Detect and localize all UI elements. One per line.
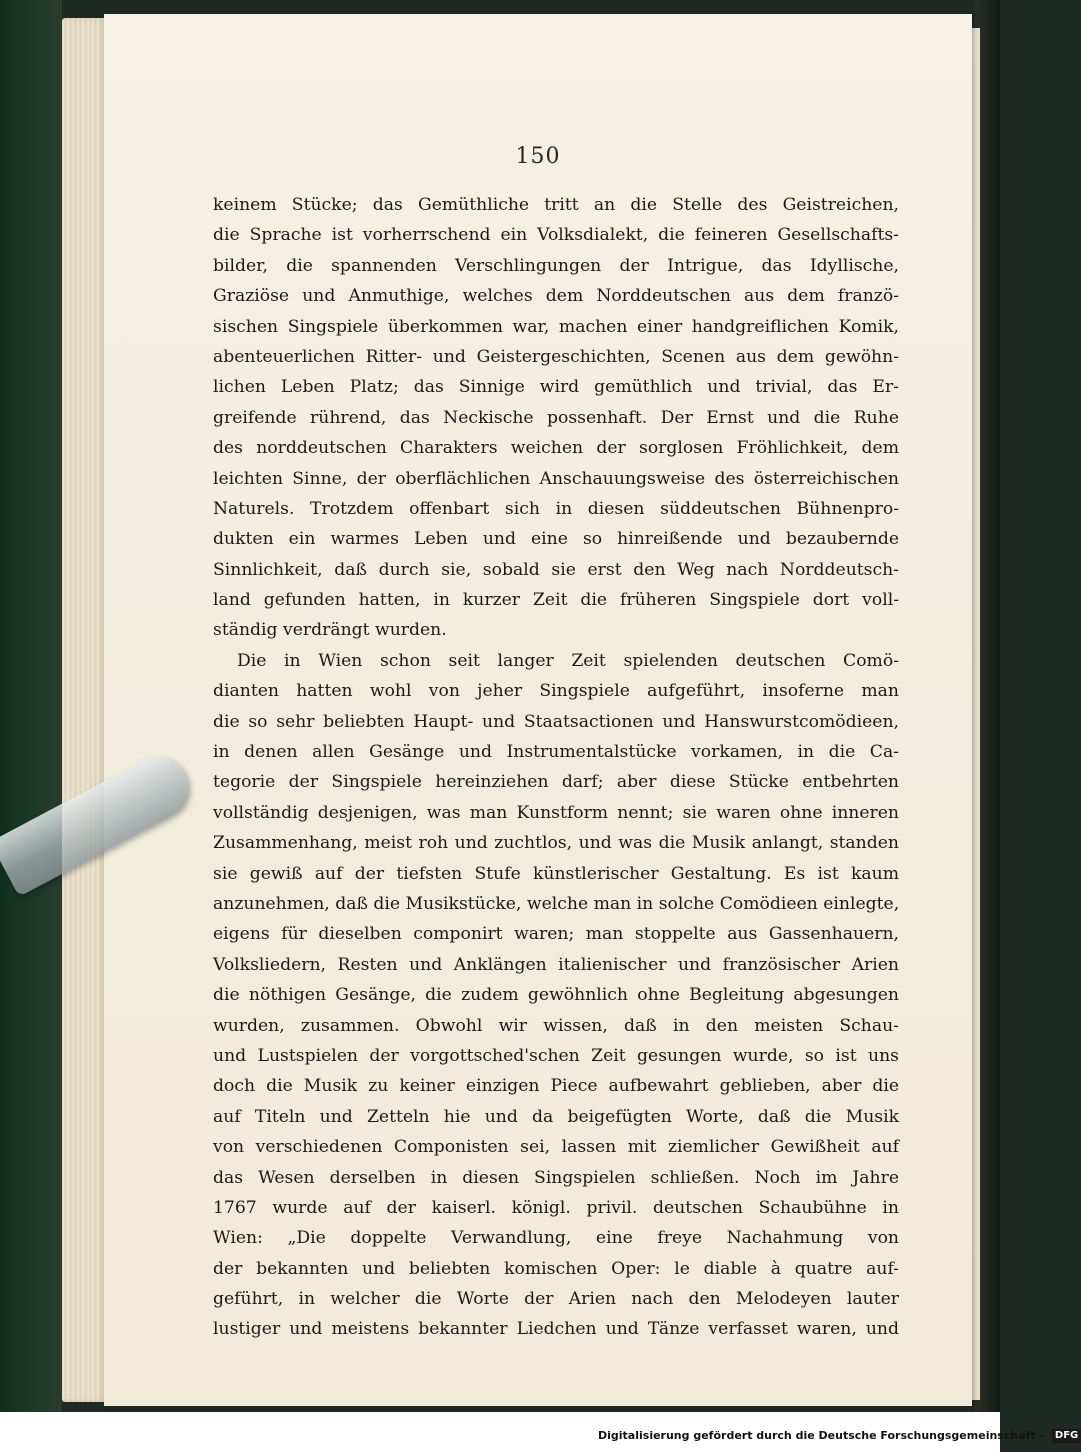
text-line: dianten hatten wohl von jeher Singspiele aufgeführt, insoferne man bbox=[213, 681, 899, 702]
text-line: abenteuerlichen Ritter- und Geistergeschichten, Scenen aus dem gewöhn- bbox=[213, 346, 899, 367]
text-line: Wien: „Die doppelte Verwandlung, eine freye Nachahmung von bbox=[213, 1228, 899, 1249]
book-page bbox=[104, 14, 972, 1406]
text-line: die so sehr beliebten Haupt- und Staatsactionen und Hanswurstcomödieen, bbox=[213, 711, 899, 732]
text-line: leichten Sinne, der oberflächlichen Anschauungsweise des österreichischen bbox=[213, 468, 899, 489]
text-line: des norddeutschen Charakters weichen der sorglosen Fröhlichkeit, dem bbox=[213, 438, 899, 459]
text-line: die nöthigen Gesänge, die zudem gewöhnlich ohne Begleitung abgesungen bbox=[213, 985, 899, 1006]
text-line: 1767 wurde auf der kaiserl. königl. privil. deutschen Schaubühne in bbox=[213, 1197, 899, 1218]
text-line: tegorie der Singspiele hereinziehen darf; aber diese Stücke entbehrten bbox=[213, 772, 899, 793]
text-line: ständig verdrängt wurden. bbox=[213, 620, 447, 641]
text-line: greifende rührend, das Neckische possenhaft. Der Ernst und die Ruhe bbox=[213, 407, 899, 428]
text-line: und Lustspielen der vorgottsched'schen Zeit gesungen wurde, so ist uns bbox=[213, 1045, 899, 1066]
credit-text: Digitalisierung gefördert durch die Deutsche Forschungsgemeinschaft - bbox=[598, 1429, 1045, 1442]
text-line: Naturels. Trotzdem offenbart sich in diesen süddeutschen Bühnenpro- bbox=[213, 498, 899, 519]
text-line: lustiger und meistens bekannter Liedchen und Tänze verfasset waren, und bbox=[213, 1319, 899, 1340]
text-line: dukten ein warmes Leben und eine so hinreißende und bezaubernde bbox=[213, 529, 899, 550]
page-number: 150 bbox=[515, 144, 561, 169]
text-line: lichen Leben Platz; das Sinnige wird gemüthlich und trivial, das Er- bbox=[213, 377, 899, 398]
text-line: Die in Wien schon seit langer Zeit spielenden deutschen Comö- bbox=[237, 650, 899, 671]
text-line: in denen allen Gesänge und Instrumentalstücke vorkamen, in die Ca- bbox=[213, 742, 899, 763]
text-line: doch die Musik zu keiner einzigen Piece aufbewahrt geblieben, aber die bbox=[213, 1076, 899, 1097]
digitization-credit bbox=[598, 1426, 1079, 1446]
scanner-background-left bbox=[0, 0, 62, 1452]
text-line: von verschiedenen Componisten sei, lassen mit ziemlicher Gewißheit auf bbox=[213, 1137, 899, 1158]
text-line: auf Titeln und Zetteln hie und da beigefügten Worte, daß die Musik bbox=[213, 1106, 899, 1127]
text-line: geführt, in welcher die Worte der Arien nach den Melodeyen lauter bbox=[213, 1289, 899, 1310]
text-line: bilder, die spannenden Verschlingungen der Intrigue, das Idyllische, bbox=[213, 255, 899, 276]
book-page-edges bbox=[62, 18, 106, 1402]
text-line: das Wesen derselben in diesen Singspielen schließen. Noch im Jahre bbox=[213, 1167, 899, 1188]
text-line: Zusammenhang, meist roh und zuchtlos, und was die Musik anlangt, standen bbox=[213, 833, 899, 854]
page-text bbox=[213, 190, 899, 1345]
text-line: keinem Stücke; das Gemüthliche tritt an die Stelle des Geistreichen, bbox=[213, 195, 899, 215]
next-page-edge bbox=[972, 28, 980, 1400]
text-line: der bekannten und beliebten komischen Oper: le diable à quatre auf- bbox=[213, 1258, 899, 1279]
text-line: anzunehmen, daß die Musikstücke, welche man in solche Comödieen einlegte, bbox=[213, 893, 900, 914]
text-line: sischen Singspiele überkommen war, machen einer handgreiflichen Komik, bbox=[213, 316, 899, 337]
text-line: eigens für dieselben componirt waren; man stoppelte aus Gassenhauern, bbox=[213, 924, 899, 945]
text-line: sie gewiß auf der tiefsten Stufe künstlerischer Gestaltung. Es ist kaum bbox=[213, 863, 899, 884]
text-line: land gefunden hatten, in kurzer Zeit die früheren Singspiele dort voll- bbox=[213, 590, 899, 611]
text-line: vollständig desjenigen, was man Kunstform nennt; sie waren ohne inneren bbox=[213, 802, 899, 823]
text-line: die Sprache ist vorherrschend ein Volksdialekt, die feineren Gesellschafts- bbox=[213, 225, 899, 246]
text-line: Graziöse und Anmuthige, welches dem Norddeutschen aus dem franzö- bbox=[213, 286, 899, 307]
dfg-logo: DFG bbox=[1052, 1429, 1081, 1443]
text-line: Volksliedern, Resten und Anklängen italienischer und französischer Arien bbox=[213, 954, 899, 975]
text-line: wurden, zusammen. Obwohl wir wissen, daß in den meisten Schau- bbox=[213, 1015, 899, 1036]
text-line: Sinnlichkeit, daß durch sie, sobald sie erst den Weg nach Norddeutsch- bbox=[213, 559, 899, 580]
